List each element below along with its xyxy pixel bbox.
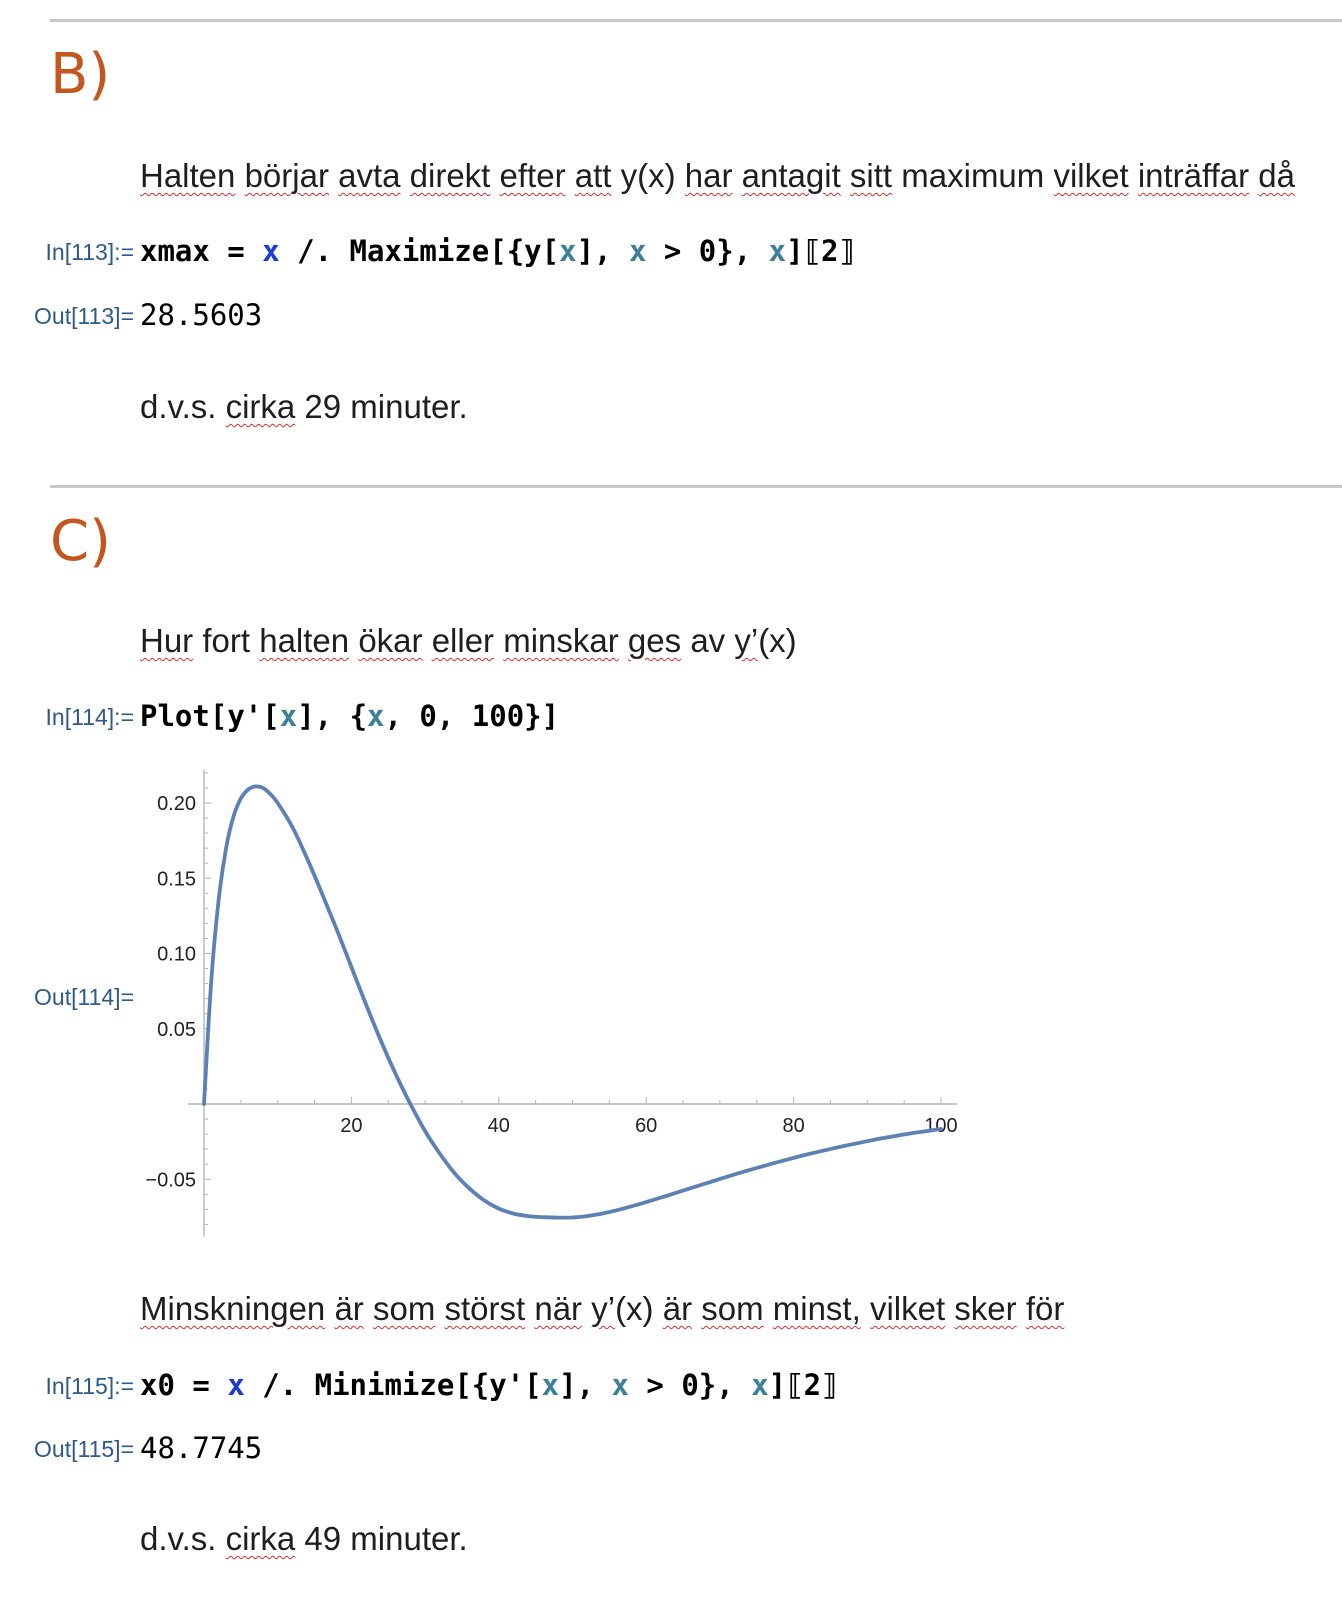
section-b-conclusion: d.v.s. cirka 29 minuter. xyxy=(140,388,468,425)
output-cell-115: 48.7745 xyxy=(140,1431,263,1465)
section-c-after-plot-text: Minskningen är som störst när y’(x) är som minst, vilket sker för xyxy=(140,1290,1065,1327)
section-b-intro-text: Halten börjar avta direkt efter att y(x) har antagit sitt maximum vilket inträffar då xyxy=(140,157,1295,194)
output-label-113: Out[113]= xyxy=(34,303,134,329)
section-divider-c xyxy=(50,485,1342,488)
output-label-114: Out[114]= xyxy=(34,984,134,1010)
output-label-115: Out[115]= xyxy=(34,1436,134,1462)
plot-output-114 xyxy=(130,770,980,1250)
x-tick-label: 100 xyxy=(924,1115,958,1137)
y-tick-label: 0.10 xyxy=(157,943,196,966)
y-tick-label: 0.20 xyxy=(157,793,196,815)
y-tick-label: 0.15 xyxy=(157,868,196,891)
x-tick-label: 20 xyxy=(340,1115,363,1137)
x-tick-label: 40 xyxy=(487,1115,510,1137)
plot-curve xyxy=(204,786,941,1217)
x-tick-label: 60 xyxy=(635,1115,658,1137)
section-c-intro-text: Hur fort halten ökar eller minskar ges av y’(x) xyxy=(140,622,797,659)
y-tick-label: 0.05 xyxy=(157,1018,196,1041)
input-label-113: In[113]:= xyxy=(45,239,134,265)
section-c-conclusion: d.v.s. cirka 49 minuter. xyxy=(140,1520,468,1557)
input-cell-113[interactable]: xmax = x /. Maximize[{y[x], x > 0}, x]⟦2⟧ xyxy=(140,234,856,268)
section-title-b: B) xyxy=(50,42,111,107)
input-cell-115[interactable]: x0 = x /. Minimize[{y'[x], x > 0}, x]⟦2⟧ xyxy=(140,1368,839,1402)
section-title-c: C) xyxy=(50,509,111,574)
output-cell-113: 28.5603 xyxy=(140,298,263,332)
y-tick-label: −0.05 xyxy=(145,1169,196,1192)
input-label-114: In[114]:= xyxy=(45,704,134,730)
input-label-115: In[115]:= xyxy=(45,1373,134,1399)
x-tick-label: 80 xyxy=(782,1115,805,1137)
input-cell-114[interactable]: Plot[y'[x], {x, 0, 100}] xyxy=(140,699,560,733)
section-divider-top xyxy=(50,19,1342,22)
